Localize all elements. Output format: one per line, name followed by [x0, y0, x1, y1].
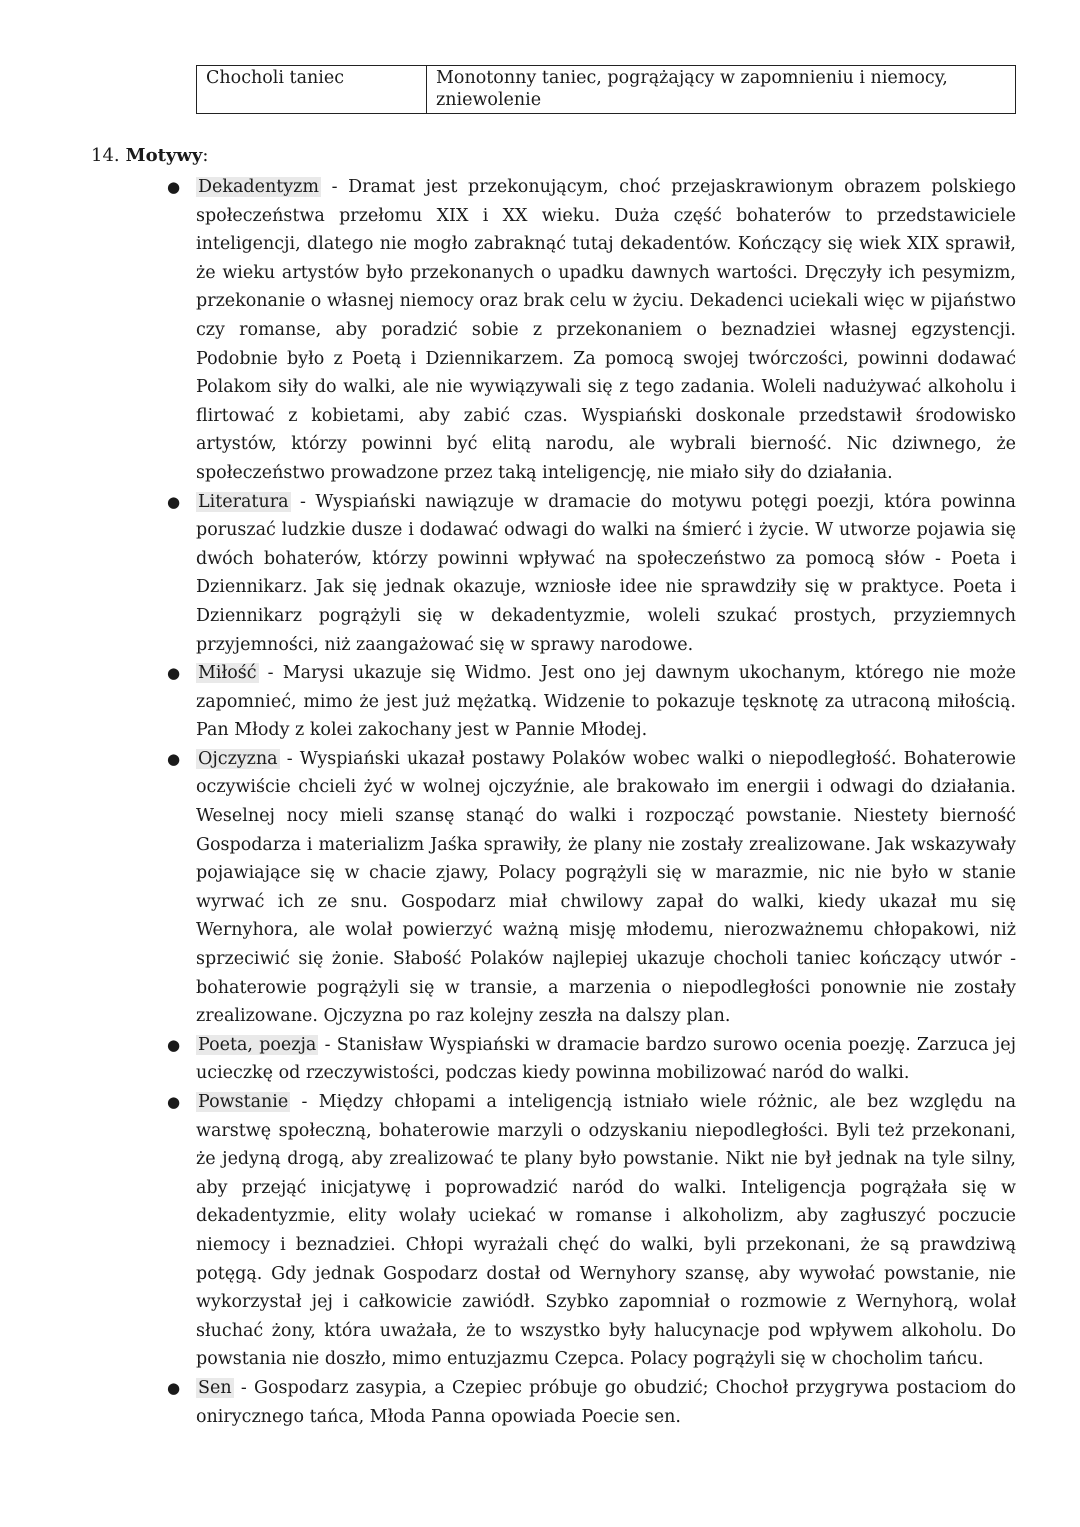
list-item: [91, 1088, 1031, 1374]
table-row: [197, 66, 1016, 114]
list-item: [91, 1374, 1031, 1431]
motif-definition-table: [196, 65, 1016, 114]
list-item: [91, 488, 1031, 660]
list-item: [91, 1031, 1031, 1088]
motif-term: Ojczyzna: [198, 748, 278, 769]
bullet-icon: ●: [167, 492, 181, 511]
motif-term: Dekadentyzm: [198, 177, 319, 197]
motif-term: Literatura: [198, 491, 289, 512]
list-item: [91, 659, 1031, 745]
table-description-cell: Monotonny taniec, pogrążający w zapomnieniu i niemocy, zniewolenie: [427, 66, 1016, 114]
motif-description: - Stanisław Wyspiański w dramacie bardzo surowo ocenia poezję. Zarzuca jej ucieczkę od rzeczywistości, podczas kiedy powinna mobilizować naród do walki.: [196, 1034, 1016, 1084]
motif-term: Powstanie: [198, 1092, 289, 1112]
list-item: [91, 745, 1031, 1031]
motif-list: [91, 173, 1031, 1431]
table-term-cell: Chocholi taniec: [197, 66, 427, 114]
section-heading: [91, 142, 1031, 170]
section-number: 14.: [91, 145, 120, 166]
motif-description: - Wyspiański ukazał postawy Polaków wobec walki o niepodległość. Bohaterowie oczywiście chcieli żyć w wolnej ojczyźnie, ale brakowało im energii i odwagi do działania. Weselnej nocy mieli szansę stanąć do walki i rozpocząć powstanie. Niestety bierność Gospodarza i materializm Jaśka sprawiły, że plany nie zostały zrealizowane. Jak wskazywały pojawiające się w chacie zjawy, Polacy pogrążyli się w marazmie, nic nie było w stanie wyrwać ich ze snu. Gospodarz miał chwilowy zapał do walki, kiedy ukazał mu się Wernyhora, ale wolał powierzyć ważną misję młodemu, nierozważnemu chłopakowi, niż sprzeciwić się żonie. Słabość Polaków najlepiej ukazuje chocholi taniec kończący utwór - bohaterowie pogrążyli się w transie, a marzenia o niepodległości ponownie nie zostały zrealizowane. Ojczyzna po raz kolejny zeszła na dalszy plan.: [196, 748, 1016, 1027]
bullet-icon: ●: [167, 1093, 181, 1111]
list-item: [91, 173, 1031, 488]
motif-description: - Wyspiański nawiązuje w dramacie do motywu potęgi poezji, która powinna poruszać ludzkie dusze i dodawać odwagi do walki na śmierć i życie. W utworze pojawia się dwóch bohaterów, którzy powinni wpływać na społeczeństwo za pomocą słów - Poeta i Dziennikarz. Jak się jednak okazuje, wzniosłe idee nie sprawdziły się w praktyce. Poeta i Dziennikarz pogrążyli się w dekadentyzmie, woleli szukać prostych, przyziemnych przyjemności, niż zaangażować się w sprawy narodowe.: [196, 491, 1016, 655]
motif-term: Miłość: [198, 663, 257, 684]
section-colon: :: [202, 145, 209, 166]
bullet-icon: ●: [167, 178, 181, 196]
motif-description: - Marysi ukazuje się Widmo. Jest ono jej dawnym ukochanym, którego nie może zapomnieć, mimo że jest już mężatką. Widzenie to pokazuje tęsknotę za utraconą miłością. Pan Młody z kolei zakochany jest w Pannie Młodej.: [196, 663, 1016, 741]
bullet-icon: ●: [167, 664, 181, 683]
motif-term: Sen: [198, 1377, 232, 1398]
bullet-icon: ●: [167, 749, 181, 768]
section-title: Motywy: [125, 145, 203, 166]
motif-term: Poeta, poezja: [198, 1034, 317, 1055]
motifs-section: [91, 142, 1031, 1431]
motif-description: - Dramat jest przekonującym, choć przejaskrawionym obrazem polskiego społeczeństwa przełomu XIX i XX wieku. Duża część bohaterów to przedstawiciele inteligencji, dlatego nie mogło zabraknąć tutaj dekadentów. Kończący się wiek XIX sprawił, że wieku artystów było przekonanych o upadku dawnych wartości. Dręczyły ich pesymizm, przekonanie o własnej niemocy oraz brak celu w życiu. Dekadenci uciekali więc w pijaństwo czy romanse, aby poradzić sobie z przekonaniem o beznadziei własnej egzystencji. Podobnie było z Poetą i Dziennikarzem. Za pomocą swojej twórczości, powinni dodawać Polakom siły do walki, ale nie wywiązywali się z tego zadania. Woleli nadużywać alkoholu i flirtować z kobietami, aby zabić czas. Wyspiański doskonale przedstawił środowisko artystów, którzy powinni być elitą narodu, ale wybrali bierność. Nic dziwnego, że społeczeństwo prowadzone przez taką inteligencję, nie miało siły do działania.: [196, 177, 1016, 483]
motif-description: - Gospodarz zasypia, a Czepiec próbuje go obudzić; Chochoł przygrywa postaciom do onirycznego tańca, Młoda Panna opowiada Poecie sen.: [196, 1377, 1016, 1427]
bullet-icon: ●: [167, 1378, 181, 1397]
motif-description: - Między chłopami a inteligencją istniało wiele różnic, ale bez względu na warstwę społeczną, bohaterowie marzyli o odzyskaniu niepodległości. Byli też przekonani, że jedyną drogą, aby zrealizować te plany było powstanie. Nikt nie był jednak na tyle silny, aby przejąć inicjatywę i poprowadzić naród do walki. Inteligencja pogrążała się w dekadentyzmie, elity wolały uciekać w romanse i alkoholizm, aby zagłuszyć poczucie niemocy i beznadziei. Chłopi wyrażali chęć do walki, byli przekonani, że są prawdziwą potęgą. Gdy jednak Gospodarz dostał od Wernyhory szansę, aby wywołać powstanie, nie wykorzystał jej i całkowicie zawiódł. Szybko zapomniał o rozmowie z Wernyhorą, wolał słuchać żony, która uważała, że to wszystko były halucynacje pod wpływem alkoholu. Do powstania nie doszło, mimo entuzjazmu Czepca. Polacy pogrążyli się w chocholim tańcu.: [196, 1092, 1016, 1370]
bullet-icon: ●: [167, 1035, 181, 1054]
